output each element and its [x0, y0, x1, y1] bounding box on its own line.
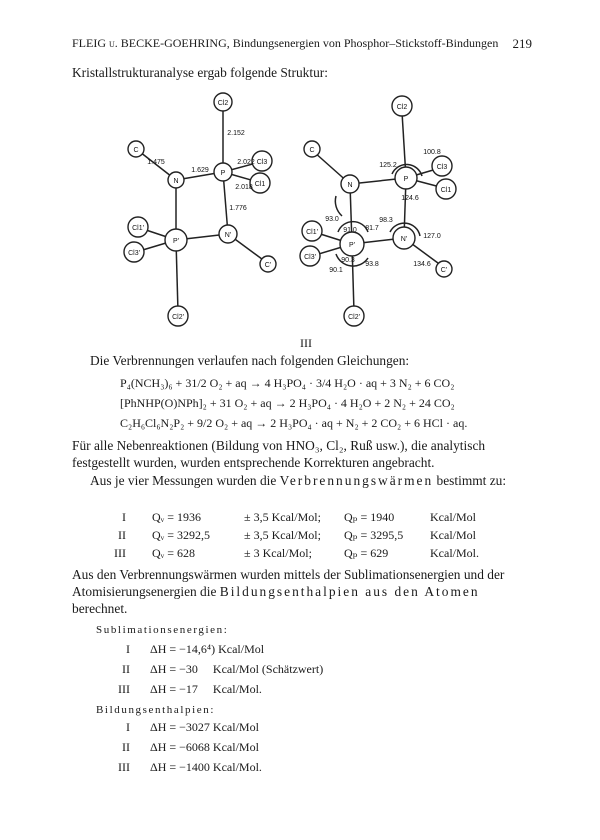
roman-numeral: I	[122, 510, 126, 524]
atom-label: Cl3	[256, 159, 268, 166]
paragraph-enthalpies-emph: Bildungsenthalpien aus den Atomen	[219, 584, 480, 599]
header-authors: FLEIG u. BECKE-GOEHRING	[72, 36, 227, 50]
paragraph-heats-text: Aus je vier Messungen wurden die	[90, 473, 280, 488]
sublimation-heading: Sublimationsenergien:	[96, 624, 229, 636]
bond-angle-label: 81.7	[365, 225, 379, 232]
header-title: , Bindungsenergien von Phosphor–Stickstoff-Bindungen	[226, 36, 499, 50]
bond-length-label: 1.776	[229, 205, 247, 212]
atom-label: C'	[264, 262, 272, 269]
atom-label: Cl2	[217, 100, 229, 107]
bond-angle-label: 93.8	[365, 261, 379, 268]
atom-label: Cl3'	[304, 254, 316, 261]
crystal-structure-figure	[110, 86, 490, 336]
bond-angle-label: 124.6	[401, 195, 419, 202]
atom-label: Cl1	[254, 181, 266, 188]
figure-label: III	[300, 336, 312, 350]
intro-text: Kristallstrukturanalyse ergab folgende Struktur:	[72, 65, 328, 80]
roman-numeral: II	[118, 528, 126, 542]
atom-label: C	[309, 147, 315, 154]
atom-label: Cl3'	[128, 250, 140, 257]
qv-value: Qᵥ = 1936	[152, 510, 201, 524]
atom-label: P	[220, 170, 226, 177]
error-value: ± 3,5 Kcal/Mol;	[244, 510, 321, 524]
unit: Kcal/Mol.	[430, 546, 479, 560]
enthalpy-value: ΔH = −6068 Kcal/Mol	[150, 740, 259, 754]
atom-label: P'	[172, 238, 180, 245]
bond-length-label: 1.475	[147, 159, 165, 166]
roman-numeral: II	[122, 740, 130, 754]
qp-value: Qₚ = 3295,5	[344, 528, 404, 542]
bond-angle-label: 127.0	[423, 233, 441, 240]
bond-length-label: 2.018	[235, 184, 253, 191]
equation-1: P₄(NCH₃)₆ + 31/2 O₂ + aq → 4 H₃PO₄ · 3/4 H₂O · aq + 3 N₂ + 6 CO₂	[120, 376, 455, 390]
enthalpy-value: ΔH = −1400 Kcal/Mol.	[150, 760, 262, 774]
bildung-heading: Bildungsenthalpien:	[96, 704, 216, 716]
roman-numeral: I	[126, 720, 130, 734]
sublimation-value: ΔH = −14,6⁴) Kcal/Mol	[150, 642, 265, 656]
atom-label: Cl2'	[348, 314, 360, 321]
paragraph-heats	[72, 472, 536, 489]
roman-numeral: III	[114, 546, 126, 560]
equation-3: C₂H₆Cl₆N₂P₂ + 9/2 O₂ + aq → 2 H₃PO₄ · aq + N₂ + 2 CO₂ + 6 HCl · aq.	[120, 416, 468, 430]
atom-label: C'	[440, 267, 448, 274]
atom-label: N	[347, 182, 353, 189]
error-value: ± 3,5 Kcal/Mol;	[244, 528, 321, 542]
bond-length-label: 2.152	[227, 130, 245, 137]
atom-label: N'	[400, 236, 408, 243]
unit: Kcal/Mol	[430, 510, 476, 524]
atom-label: N	[173, 178, 179, 185]
atom-label: Cl1	[440, 187, 452, 194]
bond-angle-label: 90.1	[329, 267, 343, 274]
atom-label: Cl3	[436, 164, 448, 171]
bond-angle-label: 100.8	[423, 149, 441, 156]
bond-angle-label: 98.3	[379, 217, 393, 224]
bond-angle-label: 90.3	[341, 257, 355, 264]
atom-label: C	[133, 147, 139, 154]
paragraph-side-reactions: Für alle Nebenreaktionen (Bildung von HNO₃, Cl₂, Ruß usw.), die analytisch festgestellt wurden, wurden entsprechende Korrekturen angebracht.	[72, 438, 486, 470]
bond-angle-label: 93.0	[325, 216, 339, 223]
roman-numeral: I	[126, 642, 130, 656]
paragraph-enthalpies-text: Aus den Verbrennungswärmen wurden mittels der Sublimationsenergien und der Atomisierungsenergien die	[72, 567, 505, 599]
atom-label: N'	[224, 232, 232, 239]
qp-value: Qₚ = 629	[344, 546, 389, 560]
atom-label: P'	[348, 242, 356, 249]
qp-value: Qₚ = 1940	[344, 510, 395, 524]
atom-label: Cl2'	[172, 314, 184, 321]
enthalpy-value: ΔH = −3027 Kcal/Mol	[150, 720, 259, 734]
page-number: 219	[512, 36, 532, 51]
bond-angle-label: 125.2	[379, 162, 397, 169]
atom-label: Cl2	[396, 104, 408, 111]
atom-label: Cl1'	[132, 225, 144, 232]
roman-numeral: III	[118, 682, 130, 696]
paragraph-heats-emph: Verbrennungswärmen	[279, 473, 434, 488]
paragraph-combustion	[90, 352, 554, 369]
qv-value: Qᵥ = 628	[152, 546, 195, 560]
qv-value: Qᵥ = 3292,5	[152, 528, 210, 542]
roman-numeral: III	[118, 760, 130, 774]
paragraph-combustion-text: Die Verbrennungen verlaufen nach folgenden Gleichungen:	[90, 353, 410, 368]
running-header	[72, 36, 532, 51]
bond-length-label: 1.629	[191, 167, 209, 174]
paragraph-heats-end: bestimmt zu:	[433, 473, 507, 488]
bond-length-label: 2.022	[237, 159, 255, 166]
atom-label: Cl1'	[306, 229, 318, 236]
bond-angle-label: 91.0	[343, 227, 357, 234]
unit: Kcal/Mol	[430, 528, 476, 542]
error-value: ± 3 Kcal/Mol;	[244, 546, 312, 560]
equation-2: [PhNHP(O)NPh]₂ + 31 O₂ + aq → 2 H₃PO₄ · 4 H₂O + 2 N₂ + 24 CO₂	[120, 396, 455, 410]
bond-angle-label: 134.6	[413, 261, 431, 268]
paragraph-enthalpies	[72, 566, 536, 617]
atom-label: P	[403, 176, 409, 183]
sublimation-value: ΔH = −17 Kcal/Mol.	[150, 682, 262, 696]
paragraph-enthalpies-end: berechnet.	[72, 601, 128, 616]
sublimation-value: ΔH = −30 Kcal/Mol (Schätzwert)	[150, 662, 324, 676]
roman-numeral: II	[122, 662, 130, 676]
